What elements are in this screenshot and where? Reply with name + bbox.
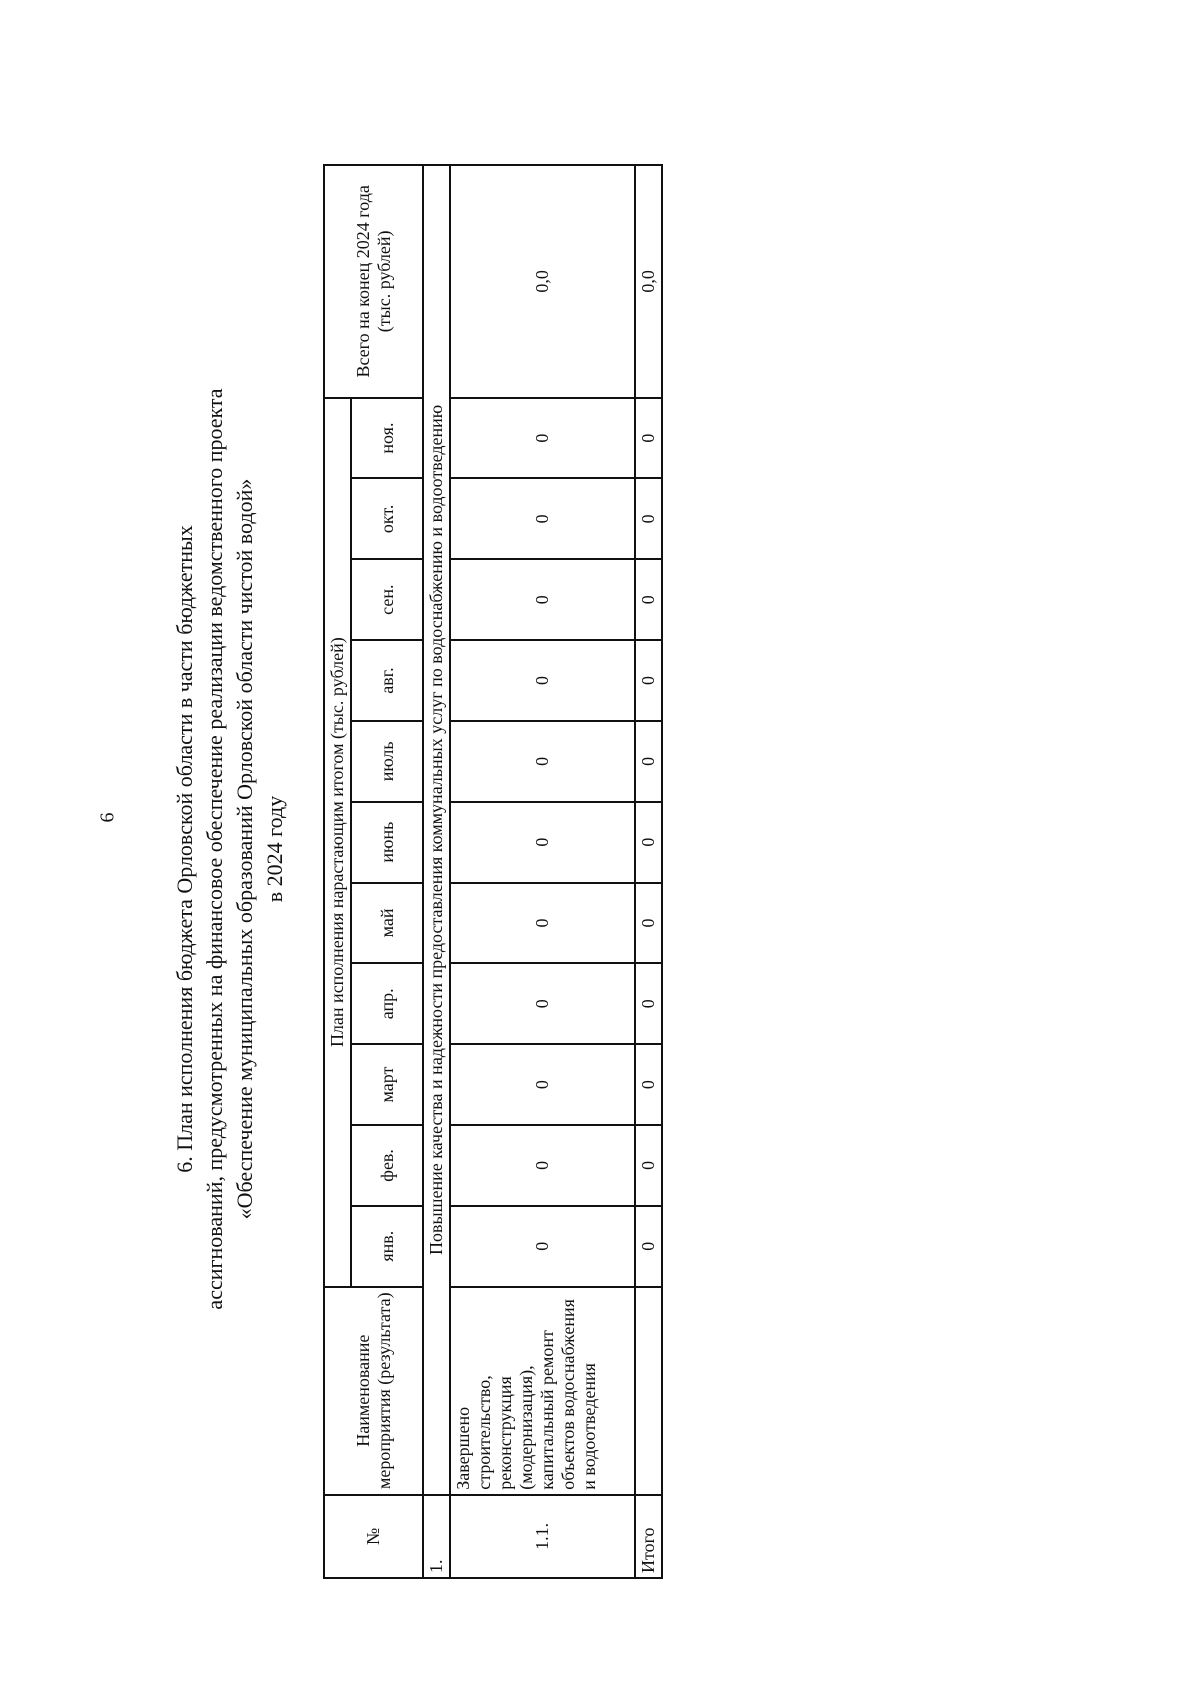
header-month: апр. [351, 963, 423, 1044]
total-sum: 0,0 [635, 165, 662, 398]
section-row [423, 165, 450, 1578]
title-line-1: 6. План исполнения бюджета Орловской области в части бюджетных [172, 525, 197, 1173]
header-month: июнь [351, 802, 423, 883]
total-month-value: 0 [635, 640, 662, 721]
total-month-value: 0 [635, 559, 662, 640]
budget-plan-table [323, 164, 663, 1579]
row-month-value: 0 [450, 559, 635, 640]
row-month-value: 0 [450, 1044, 635, 1125]
title-line-4: в 2024 году [262, 795, 287, 903]
header-month: ноя. [351, 398, 423, 479]
header-month: янв. [351, 1206, 423, 1287]
total-month-value: 0 [635, 963, 662, 1044]
header-month: июль [351, 721, 423, 802]
row-month-value: 0 [450, 478, 635, 559]
header-month: март [351, 1044, 423, 1125]
total-month-value: 0 [635, 398, 662, 479]
total-empty-cell [635, 1287, 662, 1495]
document-title [170, 119, 290, 1579]
row-month-value: 0 [450, 1125, 635, 1206]
row-month-value: 0 [450, 640, 635, 721]
total-month-value: 0 [635, 802, 662, 883]
header-month: окт. [351, 478, 423, 559]
total-row [635, 165, 662, 1578]
total-month-value: 0 [635, 721, 662, 802]
total-month-value: 0 [635, 1206, 662, 1287]
row-index: 1.1. [450, 1495, 635, 1578]
row-month-value: 0 [450, 1206, 635, 1287]
total-month-value: 0 [635, 1125, 662, 1206]
title-line-2: ассигнований, предусмотренных на финансовое обеспечение реализации ведомственного проекта [202, 388, 227, 1310]
header-no: № [324, 1495, 423, 1578]
total-month-value: 0 [635, 1044, 662, 1125]
title-line-3: «Обеспечение муниципальных образований Орловской области чистой водой» [232, 478, 257, 1220]
header-month: фев. [351, 1125, 423, 1206]
row-month-value: 0 [450, 963, 635, 1044]
row-month-value: 0 [450, 883, 635, 964]
header-month: май [351, 883, 423, 964]
section-index: 1. [423, 1495, 450, 1578]
row-month-value: 0 [450, 721, 635, 802]
section-title: Повышение качества и надежности предоставления коммунальных услуг по водоснабжению и водоотведению [423, 165, 450, 1495]
total-month-value: 0 [635, 478, 662, 559]
table-row [450, 165, 635, 1578]
header-plan: План исполнения нарастающим итогом (тыс. рублей) [324, 398, 351, 1287]
row-total: 0,0 [450, 165, 635, 398]
row-name: Завершено строительство, реконструкция (модернизация), капитальный ремонт объектов водоснабжения и водоотведения [450, 1287, 635, 1495]
row-month-value: 0 [450, 802, 635, 883]
rotated-content [170, 119, 690, 1579]
total-label: Итого [635, 1495, 662, 1578]
header-month: сен. [351, 559, 423, 640]
page-number: 6 [96, 812, 119, 823]
row-month-value: 0 [450, 398, 635, 479]
header-row-1 [324, 165, 351, 1578]
total-month-value: 0 [635, 883, 662, 964]
header-name: Наименование мероприятия (результата) [324, 1287, 423, 1495]
header-month: авг. [351, 640, 423, 721]
header-total: Всего на конец 2024 года (тыс. рублей) [324, 165, 423, 398]
